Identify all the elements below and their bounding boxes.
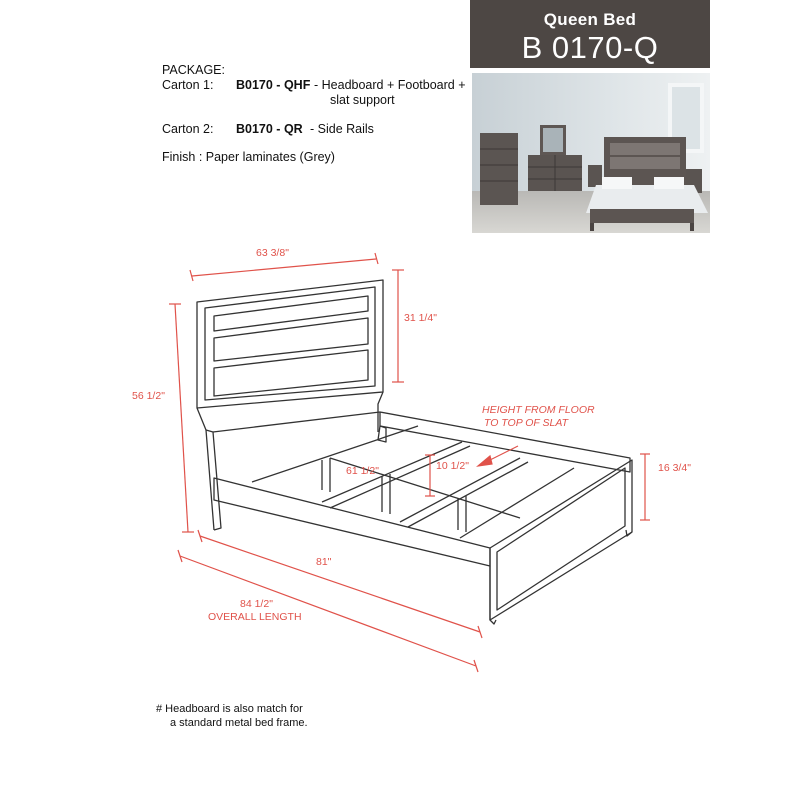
product-type: Queen Bed (543, 10, 637, 29)
headboard-inner-frame (205, 287, 375, 400)
carton-1-desc: - Headboard + Footboard + (314, 78, 466, 92)
footnote-line-2: a standard metal bed frame. (170, 717, 308, 729)
dim-inner-width: 61 1/2" (346, 465, 379, 477)
dim-headboard-panel-height: 31 1/4" (404, 312, 437, 324)
dim-footboard-height: 16 3/4" (658, 462, 691, 474)
dim-slat-height-label: HEIGHT FROM FLOOR (482, 404, 595, 416)
left-side-rail (214, 478, 490, 566)
headboard-panel-1 (214, 296, 368, 331)
carton-2-label: Carton 2: (162, 122, 214, 136)
package-heading: PACKAGE: (162, 63, 225, 77)
dim-overall-length-label: OVERALL LENGTH (208, 611, 302, 623)
carton-2-code-text: B0170 - QR (236, 122, 303, 136)
dim-overall-height: 56 1/2" (132, 390, 165, 402)
headboard-frame (197, 280, 383, 408)
carton-1-desc-cont: slat support (330, 93, 395, 107)
carton-1-code-text: B0170 - QHF (236, 78, 311, 92)
dim-slat-height-label-2: TO TOP OF SLAT (484, 417, 569, 429)
headboard-panel-2 (214, 318, 368, 361)
carton-1-label: Carton 1: (162, 78, 214, 92)
model-number: B 0170-Q (521, 30, 659, 65)
carton-2-desc: - Side Rails (310, 122, 374, 136)
finish-info: Finish : Paper laminates (Grey) (162, 150, 335, 164)
dim-slat-height: 10 1/2" (436, 460, 469, 472)
footnote-line-1: # Headboard is also match for (156, 703, 303, 715)
slat-1 (252, 426, 418, 482)
dim-overall-length: 84 1/2" (240, 598, 273, 610)
dim-headboard-width: 63 3/8" (256, 247, 289, 259)
footboard (490, 460, 632, 620)
headboard-left-post (197, 408, 214, 530)
dim-rail-length: 81" (316, 556, 332, 568)
